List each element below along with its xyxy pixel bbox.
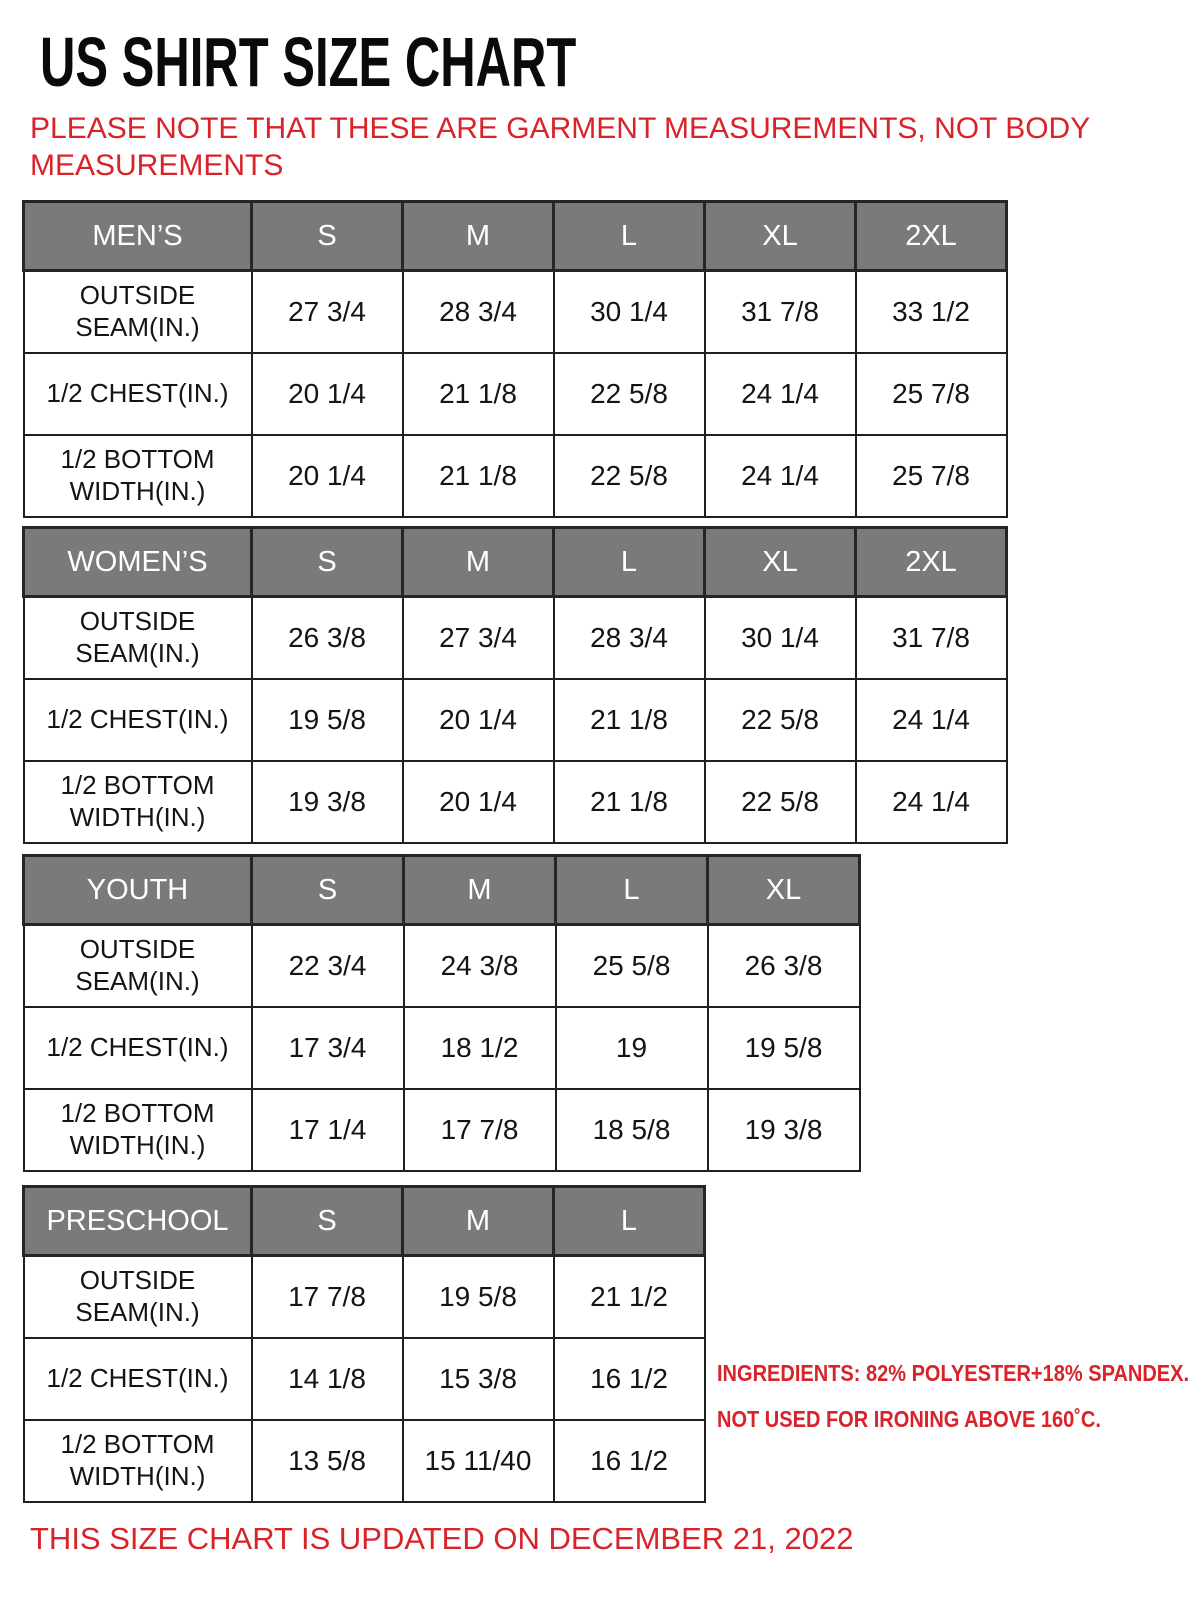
table-row bbox=[24, 435, 1007, 517]
table-row bbox=[24, 761, 1007, 843]
row-label: 1/2 BOTTOM WIDTH(IN.) bbox=[24, 1420, 252, 1502]
preschool-table-title-cell: PRESCHOOL bbox=[24, 1187, 252, 1256]
size-header-s: S bbox=[252, 202, 403, 271]
table-row bbox=[24, 1256, 705, 1339]
value-cell: 28 3/4 bbox=[554, 597, 705, 680]
size-header-m: M bbox=[403, 1187, 554, 1256]
table-row bbox=[24, 353, 1007, 435]
value-cell: 26 3/8 bbox=[708, 925, 860, 1008]
size-header-l: L bbox=[554, 202, 705, 271]
size-header-2xl: 2XL bbox=[856, 528, 1007, 597]
value-cell: 24 3/8 bbox=[404, 925, 556, 1008]
row-label: 1/2 BOTTOM WIDTH(IN.) bbox=[24, 435, 252, 517]
value-cell: 22 5/8 bbox=[554, 435, 705, 517]
size-header-xl: XL bbox=[705, 202, 856, 271]
youth-size-table bbox=[22, 854, 861, 1172]
row-label: OUTSIDE SEAM(IN.) bbox=[24, 1256, 252, 1339]
value-cell: 22 5/8 bbox=[705, 679, 856, 761]
value-cell: 19 bbox=[556, 1007, 708, 1089]
update-date-note: THIS SIZE CHART IS UPDATED ON DECEMBER 21, 2022 bbox=[30, 1521, 854, 1556]
row-label: 1/2 CHEST(IN.) bbox=[24, 1007, 252, 1089]
table-row bbox=[24, 1007, 860, 1089]
table-row bbox=[24, 925, 860, 1008]
size-header-s: S bbox=[252, 528, 403, 597]
table-row bbox=[24, 1089, 860, 1171]
value-cell: 31 7/8 bbox=[856, 597, 1007, 680]
value-cell: 31 7/8 bbox=[705, 271, 856, 354]
garment-measurement-note: PLEASE NOTE THAT THESE ARE GARMENT MEASUREMENTS, NOT BODY MEASUREMENTS bbox=[30, 112, 1090, 182]
value-cell: 17 1/4 bbox=[252, 1089, 404, 1171]
value-cell: 15 3/8 bbox=[403, 1338, 554, 1420]
value-cell: 24 1/4 bbox=[856, 761, 1007, 843]
page-title: US SHIRT SIZE CHART bbox=[40, 23, 577, 101]
youth-table-title-cell: YOUTH bbox=[24, 856, 252, 925]
value-cell: 18 1/2 bbox=[404, 1007, 556, 1089]
value-cell: 18 5/8 bbox=[556, 1089, 708, 1171]
ingredients-line-2: NOT USED FOR IRONING ABOVE 160˚C. bbox=[717, 1406, 1101, 1432]
youth-header-row bbox=[24, 856, 860, 925]
value-cell: 17 7/8 bbox=[252, 1256, 403, 1339]
value-cell: 13 5/8 bbox=[252, 1420, 403, 1502]
value-cell: 19 5/8 bbox=[708, 1007, 860, 1089]
value-cell: 30 1/4 bbox=[554, 271, 705, 354]
size-header-s: S bbox=[252, 1187, 403, 1256]
preschool-size-table bbox=[22, 1185, 706, 1503]
row-label: OUTSIDE SEAM(IN.) bbox=[24, 597, 252, 680]
row-label: 1/2 CHEST(IN.) bbox=[24, 353, 252, 435]
value-cell: 22 5/8 bbox=[554, 353, 705, 435]
mens-size-table bbox=[22, 200, 1008, 518]
value-cell: 30 1/4 bbox=[705, 597, 856, 680]
table-row bbox=[24, 271, 1007, 354]
value-cell: 25 5/8 bbox=[556, 925, 708, 1008]
value-cell: 16 1/2 bbox=[554, 1338, 705, 1420]
value-cell: 21 1/8 bbox=[554, 679, 705, 761]
value-cell: 21 1/8 bbox=[554, 761, 705, 843]
row-label: 1/2 CHEST(IN.) bbox=[24, 1338, 252, 1420]
value-cell: 25 7/8 bbox=[856, 435, 1007, 517]
table-row bbox=[24, 679, 1007, 761]
value-cell: 14 1/8 bbox=[252, 1338, 403, 1420]
value-cell: 24 1/4 bbox=[705, 353, 856, 435]
value-cell: 26 3/8 bbox=[252, 597, 403, 680]
mens-header-row bbox=[24, 202, 1007, 271]
value-cell: 19 5/8 bbox=[252, 679, 403, 761]
value-cell: 17 7/8 bbox=[404, 1089, 556, 1171]
womens-size-table bbox=[22, 526, 1008, 844]
value-cell: 22 5/8 bbox=[705, 761, 856, 843]
value-cell: 20 1/4 bbox=[403, 761, 554, 843]
size-header-xl: XL bbox=[705, 528, 856, 597]
value-cell: 21 1/2 bbox=[554, 1256, 705, 1339]
value-cell: 20 1/4 bbox=[252, 353, 403, 435]
size-header-m: M bbox=[403, 202, 554, 271]
size-header-2xl: 2XL bbox=[856, 202, 1007, 271]
value-cell: 27 3/4 bbox=[252, 271, 403, 354]
ingredients-line-1: INGREDIENTS: 82% POLYESTER+18% SPANDEX. bbox=[717, 1360, 1190, 1386]
size-header-m: M bbox=[403, 528, 554, 597]
womens-header-row bbox=[24, 528, 1007, 597]
womens-table-title-cell: WOMEN’S bbox=[24, 528, 252, 597]
row-label: 1/2 CHEST(IN.) bbox=[24, 679, 252, 761]
size-header-s: S bbox=[252, 856, 404, 925]
value-cell: 17 3/4 bbox=[252, 1007, 404, 1089]
table-row bbox=[24, 597, 1007, 680]
value-cell: 16 1/2 bbox=[554, 1420, 705, 1502]
value-cell: 21 1/8 bbox=[403, 353, 554, 435]
preschool-header-row bbox=[24, 1187, 705, 1256]
value-cell: 19 3/8 bbox=[252, 761, 403, 843]
size-header-l: L bbox=[554, 1187, 705, 1256]
size-header-xl: XL bbox=[708, 856, 860, 925]
size-chart-page bbox=[0, 23, 1200, 1614]
row-label: OUTSIDE SEAM(IN.) bbox=[24, 271, 252, 354]
size-header-m: M bbox=[404, 856, 556, 925]
value-cell: 21 1/8 bbox=[403, 435, 554, 517]
value-cell: 20 1/4 bbox=[403, 679, 554, 761]
value-cell: 24 1/4 bbox=[856, 679, 1007, 761]
value-cell: 19 3/8 bbox=[708, 1089, 860, 1171]
value-cell: 25 7/8 bbox=[856, 353, 1007, 435]
row-label: 1/2 BOTTOM WIDTH(IN.) bbox=[24, 761, 252, 843]
value-cell: 22 3/4 bbox=[252, 925, 404, 1008]
table-row bbox=[24, 1420, 705, 1502]
value-cell: 28 3/4 bbox=[403, 271, 554, 354]
row-label: 1/2 BOTTOM WIDTH(IN.) bbox=[24, 1089, 252, 1171]
value-cell: 15 11/40 bbox=[403, 1420, 554, 1502]
value-cell: 24 1/4 bbox=[705, 435, 856, 517]
size-header-l: L bbox=[554, 528, 705, 597]
value-cell: 19 5/8 bbox=[403, 1256, 554, 1339]
table-row bbox=[24, 1338, 705, 1420]
row-label: OUTSIDE SEAM(IN.) bbox=[24, 925, 252, 1008]
value-cell: 27 3/4 bbox=[403, 597, 554, 680]
size-header-l: L bbox=[556, 856, 708, 925]
mens-table-title-cell: MEN’S bbox=[24, 202, 252, 271]
ingredients-note bbox=[717, 1350, 1189, 1442]
value-cell: 33 1/2 bbox=[856, 271, 1007, 354]
value-cell: 20 1/4 bbox=[252, 435, 403, 517]
